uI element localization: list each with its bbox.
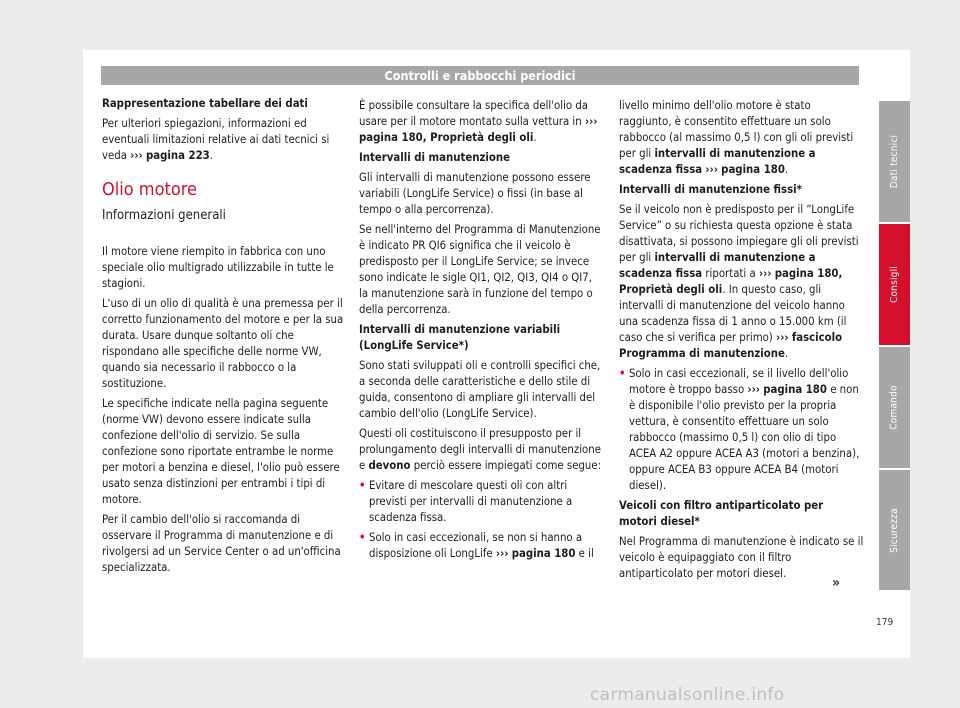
subheading: Intervalli di manutenzione bbox=[359, 151, 510, 164]
table-data-heading: Rappresentazione tabellare dei dati bbox=[102, 97, 308, 110]
cross-ref-arrow: ››› bbox=[584, 115, 598, 128]
sub-title: Informazioni generali bbox=[102, 208, 226, 223]
page-link[interactable]: pagina 180 bbox=[511, 547, 576, 560]
page-number: 179 bbox=[876, 617, 894, 628]
paragraph: Gli intervalli di manutenzione possono essere variabili (LongLife Service) o fissi (in base al tempo o alla percorrenza). bbox=[359, 171, 591, 216]
subheading: Intervalli di manutenzione variabili (LongLife Service*) bbox=[359, 323, 561, 352]
side-tab-sicurezza[interactable] bbox=[879, 470, 910, 590]
subheading: Intervalli di manutenzione fissi* bbox=[619, 183, 802, 196]
bullet-item: • Solo in casi eccezionali, se non si hanno a disposizione oli LongLife ››› pagina 180 e il bbox=[359, 531, 594, 560]
page-link[interactable]: pagina 180 bbox=[763, 383, 827, 396]
section-title: Olio motore bbox=[102, 179, 197, 200]
paragraph: Nel Programma di manutenzione è indicato se il veicolo è equipaggiato con il filtro antiparticolato per motori diesel. bbox=[619, 535, 864, 580]
bullet-dot-icon: • bbox=[619, 367, 626, 380]
page-header: Controlli e rabbocchi periodici bbox=[101, 66, 859, 85]
bullet-dot-icon: • bbox=[359, 531, 366, 544]
column-2 bbox=[359, 98, 604, 566]
page-link[interactable]: pagina 180, Proprietà degli oli bbox=[359, 131, 534, 144]
side-tab-label: Dati tecnici bbox=[889, 134, 901, 189]
side-tab-consigli[interactable] bbox=[879, 224, 910, 345]
page-link[interactable]: fascicolo Programma di manutenzione bbox=[619, 331, 843, 360]
page-link[interactable]: pagina 180 bbox=[721, 163, 785, 176]
cross-ref-arrow: ››› bbox=[495, 547, 509, 560]
paragraph: livello minimo dell'olio motore è stato raggiunto, è consentito effettuare un solo rabbocco (al massimo 0,5 l) con gli oli previsti per gli intervalli di manutenzione a scadenza fissa ››› pagina 180. bbox=[619, 99, 854, 176]
page-link[interactable]: pagina 223 bbox=[145, 149, 210, 162]
bullet-item: • Solo in casi eccezionali, se il livello dell'olio motore è troppo basso ››› pagina 180 e non è disponibile l'olio previsto per la propria vettura, è consentito effettuare un solo rabbocco (massimo 0,5 l) con olio di tipo ACEA A2 oppure ACEA A3 (motori a benzina), oppure ACEA B3 oppure ACEA B4 (motori diesel). bbox=[619, 367, 860, 492]
paragraph: Sono stati sviluppati oli e controlli specifici che, a seconda delle caratteristiche e dello stile di guida, consentono di ampliare gli intervalli del cambio dell'olio (LongLife Service). bbox=[359, 359, 601, 420]
paragraph: Le specifiche indicate nella pagina seguente (norme VW) devono essere indicate sulla confezione dell'olio di servizio. Se sulla confezione sono riportate entrambe le norme per motori a benzina e diesel, l'olio può essere usato senza distinzioni per entrambi i tipi di motore. bbox=[102, 397, 340, 506]
cross-ref-arrow: ››› bbox=[747, 383, 760, 396]
paragraph: È possibile consultare la specifica dell'olio da usare per il motore montato sulla vettura in ››› pagina 180, Proprietà degli oli. bbox=[359, 99, 598, 144]
table-data-paragraph: Per ulteriori spiegazioni, informazioni ed eventuali limitazioni relative ai dati tecnici si veda ››› pagina 223. bbox=[102, 117, 330, 162]
bullet-dot-icon: • bbox=[359, 479, 366, 492]
side-tab-label: Consigli bbox=[889, 266, 900, 303]
side-tab-dati-tecnici[interactable] bbox=[879, 101, 910, 222]
bullet-item: • Evitare di mescolare questi oli con altri previsti per intervalli di manutenzione a scadenza fissa. bbox=[359, 479, 573, 524]
subheading: Veicoli con filtro antiparticolato per motori diesel* bbox=[619, 499, 824, 528]
cross-ref-arrow: ››› bbox=[130, 149, 143, 162]
column-3 bbox=[619, 98, 864, 586]
side-tab-label: Comando bbox=[889, 385, 901, 430]
paragraph: Se il veicolo non è predisposto per il “LongLife Service” o su richiesta questa opzione è stata disattivata, si possono impiegare gli oli previsti per gli intervalli di manutenzione a scadenza fissa riportati a ››› pagina 180, Proprietà degli oli. In questo caso, gli intervalli di manutenzione del veicolo hanno una scadenza fissa di 1 anno o 15.000 km (il caso che si verifica per primo) ››› fascicolo Programma di manutenzione. bbox=[619, 203, 859, 360]
page-link[interactable]: pagina 180, Proprietà degli oli bbox=[619, 267, 843, 296]
paragraph: Se nell'interno del Programma di Manutenzione è indicato PR QI6 significa che il veicolo è predisposto per il LongLife Service; se invece sono indicate le sigle QI1, QI2, QI3, QI4 o QI7, la manutenzione sarà in funzione del tempo o della percorrenza. bbox=[359, 223, 601, 316]
paragraph: L'uso di un olio di qualità è una premessa per il corretto funzionamento del motore e per la sua durata. Usare dunque soltanto oli che rispondano alle specifiche delle norme VW, quando sia necessario il rabbocco o la sostituzione. bbox=[102, 297, 344, 390]
column-1 bbox=[102, 96, 347, 580]
paragraph: Per il cambio dell'olio si raccomanda di osservare il Programma di manutenzione e di rivolgersi ad un Service Center o ad un'officina specializzata. bbox=[102, 513, 341, 574]
cross-ref-arrow: ››› bbox=[776, 331, 789, 344]
paragraph: Il motore viene riempito in fabbrica con uno speciale olio multigrado utilizzabile in tutte le stagioni. bbox=[102, 245, 334, 290]
watermark: carmanualsonline.info bbox=[590, 685, 785, 705]
cross-ref-arrow: ››› bbox=[758, 267, 772, 280]
cross-ref-arrow: ››› bbox=[705, 163, 718, 176]
paragraph: Questi oli costituiscono il presupposto per il prolungamento degli intervalli di manutenzione e devono perciò essere impiegati come segue: bbox=[359, 427, 602, 472]
continue-arrow-icon: » bbox=[832, 575, 841, 591]
side-tab-comando[interactable] bbox=[879, 347, 910, 468]
side-tab-label: Sicurezza bbox=[889, 507, 901, 553]
